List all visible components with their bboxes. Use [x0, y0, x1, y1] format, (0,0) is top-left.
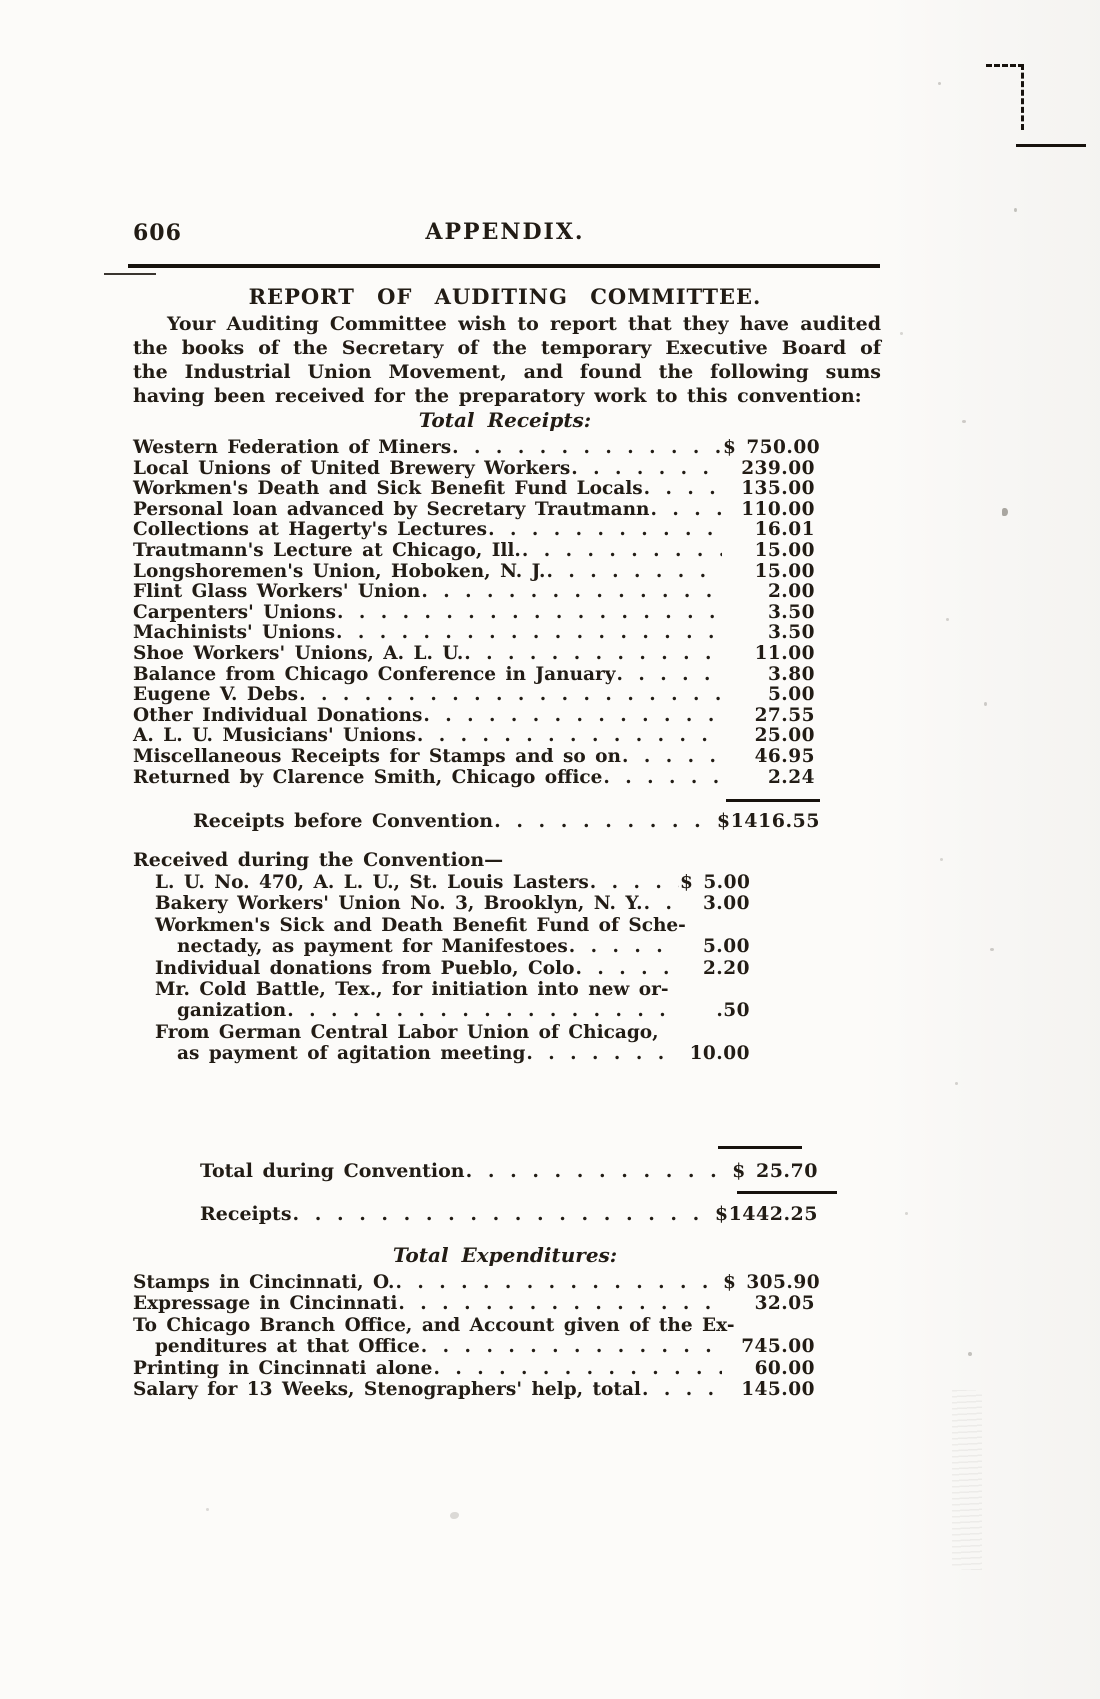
during-convention-list [155, 872, 750, 1065]
dot-leader [526, 1043, 679, 1064]
dot-leader [337, 602, 722, 623]
dot-leader [575, 958, 679, 979]
scan-speckle [984, 702, 987, 706]
receipt-row [155, 915, 750, 936]
receipts-total-row [200, 1203, 818, 1225]
dot-leader [398, 1293, 722, 1314]
dot-leader [464, 643, 722, 664]
receipts-before-convention-row [193, 810, 820, 832]
received-during-heading: Received during the Convention— [133, 849, 504, 871]
dot-leader [569, 936, 679, 957]
scan-speckle [968, 1352, 972, 1356]
receipt-row [133, 519, 815, 540]
page-number: 606 [133, 220, 182, 246]
receipt-row [133, 561, 815, 582]
receipt-row [133, 602, 815, 623]
intro-paragraph: Your Auditing Committee wish to report that they have audited the books of the Secretary of the temporary Executive Board of the Industrial Union Movement, and found the following sums having been received for the preparatory work to this convention: [133, 313, 881, 407]
receipt-row [133, 581, 815, 602]
dot-leader [452, 437, 722, 458]
running-head-title: APPENDIX. [425, 219, 585, 245]
expenditure-label: penditures at that Office [155, 1336, 420, 1358]
receipt-amount: 3.50 [767, 622, 815, 644]
scan-speckle [990, 948, 994, 951]
receipt-row [133, 664, 815, 685]
scan-speckle [1014, 208, 1017, 212]
receipt-row [155, 872, 750, 893]
receipt-amount: 239.00 [741, 457, 815, 479]
scan-speckle [905, 1212, 908, 1215]
receipt-amount: 15.00 [754, 560, 815, 582]
receipt-label: Miscellaneous Receipts for Stamps and so on [133, 745, 621, 767]
receipt-amount: 16.01 [754, 519, 815, 541]
dot-leader [421, 1336, 722, 1357]
receipt-row [133, 499, 815, 520]
receipt-row [133, 458, 815, 479]
receipt-row [155, 1022, 750, 1043]
expenditures-list [133, 1272, 821, 1400]
expenditure-row [133, 1336, 815, 1357]
total-label: Receipts before Convention [193, 810, 494, 832]
total-amount: $1442.25 [714, 1203, 818, 1225]
receipt-label: Collections at Hagerty's Lectures [133, 519, 488, 541]
expenditures-section-heading: Total Expenditures: [392, 1243, 618, 1267]
receipt-amount: 5.00 [767, 684, 815, 706]
receipt-amount: 2.20 [702, 957, 750, 979]
scan-artifact-dashed-line [1021, 64, 1024, 130]
expenditure-row [133, 1379, 815, 1400]
dot-leader [617, 664, 722, 685]
receipt-row [155, 958, 750, 979]
dot-leader [287, 1000, 679, 1021]
header-rule [128, 264, 880, 268]
receipt-row [133, 540, 815, 561]
expenditure-label: Stamps in Cincinnati, O. [133, 1272, 395, 1293]
scan-speckle [962, 420, 966, 423]
expenditure-amount: $ 305.90 [723, 1272, 821, 1293]
receipt-row [133, 622, 815, 643]
expenditure-label: To Chicago Branch Office, and Account given of the Ex- [133, 1314, 735, 1336]
receipt-label: Returned by Clarence Smith, Chicago office [133, 766, 603, 788]
dot-leader [590, 872, 679, 893]
total-amount: $ 25.70 [732, 1160, 818, 1182]
dot-leader [396, 1272, 723, 1293]
dot-leader [650, 499, 722, 520]
dot-leader [488, 519, 722, 540]
dot-leader [522, 540, 722, 561]
dot-leader [644, 478, 722, 499]
receipt-row [133, 746, 815, 767]
receipt-label: Western Federation of Miners [133, 437, 452, 458]
total-label: Total during Convention [200, 1160, 465, 1182]
receipt-label: Other Individual Donations [133, 704, 423, 726]
receipt-amount: .50 [716, 1000, 750, 1022]
total-label: Receipts [200, 1203, 292, 1225]
receipt-amount: 25.00 [754, 725, 815, 747]
dot-leader [299, 684, 722, 705]
receipt-amount: 3.80 [767, 663, 815, 685]
scan-speckle [900, 332, 903, 335]
receipt-amount: 46.95 [754, 745, 815, 767]
dot-leader [603, 767, 722, 788]
receipt-row [133, 437, 821, 458]
dot-leader [622, 746, 722, 767]
report-title: REPORT OF AUDITING COMMITTEE. [248, 284, 762, 309]
receipt-label: Balance from Chicago Conference in January [133, 663, 616, 685]
receipt-label: Longshoremen's Union, Hoboken, N. J. [133, 560, 546, 582]
receipt-label: From German Central Labor Union of Chicago, [155, 1021, 659, 1043]
receipt-amount: $ 750.00 [723, 437, 821, 458]
receipt-row [155, 893, 750, 914]
receipt-label: Workmen's Death and Sick Benefit Fund Locals [133, 478, 643, 500]
dot-leader [546, 561, 722, 582]
receipts-list [133, 437, 821, 788]
receipt-label: Local Unions of United Brewery Workers [133, 457, 571, 479]
expenditure-amount: 745.00 [741, 1336, 815, 1358]
receipt-row [133, 705, 815, 726]
receipt-amount: 11.00 [754, 642, 815, 664]
dot-leader [293, 1203, 714, 1225]
scan-artifact-dashed-line [986, 64, 1024, 67]
receipt-row [155, 1000, 750, 1021]
receipt-label: A. L. U. Musicians' Unions [133, 725, 416, 747]
receipt-label: Personal loan advanced by Secretary Trautmann [133, 498, 650, 520]
dot-leader [494, 810, 716, 832]
expenditure-row [133, 1293, 815, 1314]
expenditure-label: Printing in Cincinnati alone [133, 1357, 433, 1379]
scan-streak [952, 1390, 982, 1570]
subtotal-rule [726, 799, 820, 802]
receipt-amount: 2.00 [767, 581, 815, 603]
dot-leader [417, 725, 722, 746]
receipts-section-heading: Total Receipts: [418, 408, 592, 432]
receipt-label: Shoe Workers' Unions, A. L. U. [133, 642, 464, 664]
scan-speckle [946, 618, 949, 621]
receipt-row [133, 684, 815, 705]
receipt-row [133, 767, 815, 788]
dot-leader [423, 705, 722, 726]
receipt-label: Carpenters' Unions [133, 601, 337, 623]
receipt-amount: 15.00 [754, 539, 815, 561]
header-rule-fragment [104, 273, 156, 275]
receipt-label: Flint Glass Workers' Union [133, 581, 421, 603]
receipt-amount: 5.00 [702, 936, 750, 958]
receipt-label: Mr. Cold Battle, Tex., for initiation into new or- [155, 978, 669, 1000]
dot-leader [466, 1160, 732, 1182]
total-during-convention-row [200, 1160, 818, 1182]
scan-speckle [1002, 508, 1008, 516]
receipt-label: L. U. No. 470, A. L. U., St. Louis Lasters [155, 872, 589, 893]
receipt-row [155, 1043, 750, 1064]
subtotal-rule [737, 1191, 837, 1194]
dot-leader [421, 581, 722, 602]
scan-speckle [955, 1082, 958, 1085]
receipt-label: Individual donations from Pueblo, Colo [155, 957, 575, 979]
receipt-label: Bakery Workers' Union No. 3, Brooklyn, N. Y. [155, 893, 643, 915]
receipt-amount: 3.50 [767, 601, 815, 623]
expenditure-label: Expressage in Cincinnati [133, 1293, 398, 1315]
dot-leader [336, 622, 722, 643]
receipt-amount: 2.24 [767, 766, 815, 788]
receipt-amount: 135.00 [741, 478, 815, 500]
receipt-label: Workmen's Sick and Death Benefit Fund of Sche- [155, 914, 686, 936]
receipt-label: ganization [177, 1000, 287, 1022]
receipt-row [133, 725, 815, 746]
expenditure-row [133, 1315, 815, 1336]
receipt-row [155, 979, 750, 1000]
receipt-label: Trautmann's Lecture at Chicago, Ill. [133, 539, 521, 561]
receipt-label: Machinists' Unions [133, 622, 335, 644]
scan-speckle [938, 82, 941, 85]
dot-leader [644, 893, 679, 914]
scan-speckle [940, 858, 943, 861]
expenditure-amount: 145.00 [741, 1378, 815, 1400]
dot-leader [433, 1358, 722, 1379]
receipt-row [155, 936, 750, 957]
receipt-amount: $ 5.00 [680, 872, 751, 893]
receipt-amount: 110.00 [741, 498, 815, 520]
scan-speckle [206, 1508, 209, 1511]
scan-artifact-line [1016, 144, 1086, 147]
receipt-label: Eugene V. Debs [133, 684, 299, 706]
expenditure-amount: 32.05 [754, 1293, 815, 1315]
receipt-amount: 3.00 [702, 893, 750, 915]
receipt-row [133, 478, 815, 499]
dot-leader [642, 1379, 722, 1400]
expenditure-amount: 60.00 [754, 1357, 815, 1379]
receipt-label: as payment of agitation meeting [177, 1043, 526, 1065]
expenditure-row [133, 1272, 821, 1293]
expenditure-row [133, 1358, 815, 1379]
subtotal-rule [718, 1146, 802, 1149]
total-amount: $1416.55 [716, 810, 820, 832]
expenditure-label: Salary for 13 Weeks, Stenographers' help, total [133, 1378, 641, 1400]
receipt-row [133, 643, 815, 664]
scan-smudge [450, 1512, 459, 1519]
receipt-amount: 10.00 [689, 1043, 750, 1065]
receipt-amount: 27.55 [754, 704, 815, 726]
dot-leader [571, 458, 722, 479]
receipt-label: nectady, as payment for Manifestoes [177, 936, 568, 958]
